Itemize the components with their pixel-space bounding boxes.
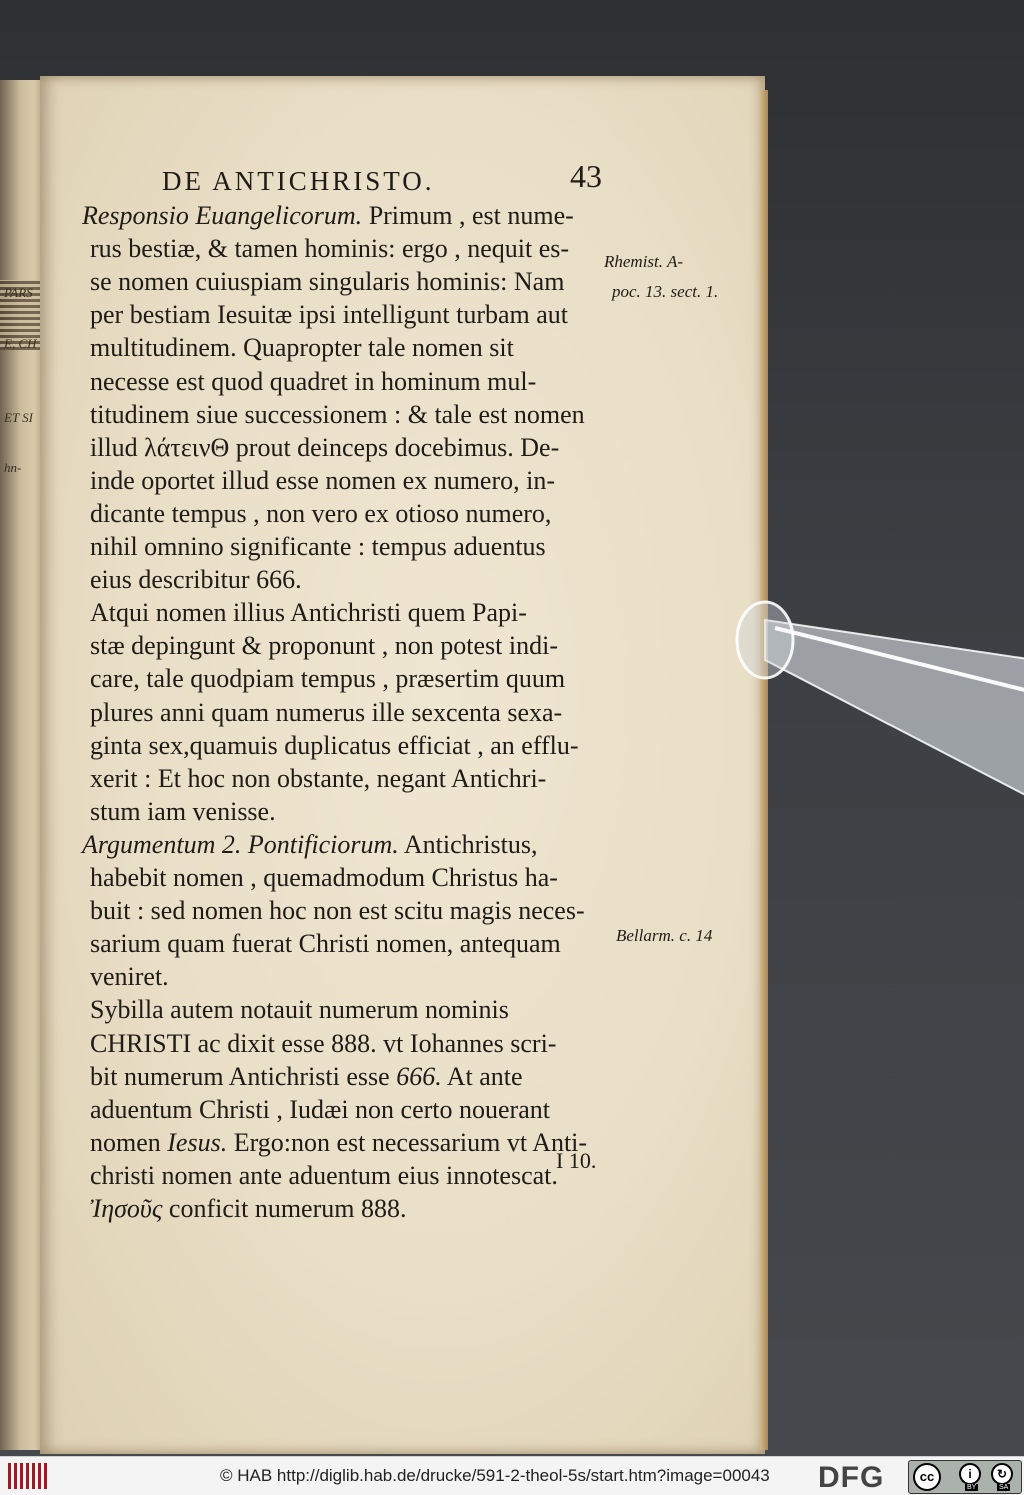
text-run: per bestiam Iesuitæ ipsi intelligunt turbam aut: [90, 300, 569, 330]
text-run: Primum , est nume-: [362, 201, 574, 230]
cc-by-sa-badge[interactable]: [908, 1460, 1022, 1494]
text-line: [90, 266, 564, 298]
text-line: [90, 432, 559, 464]
text-line: [90, 895, 585, 927]
text-line: [82, 200, 574, 232]
text-line: [90, 697, 562, 729]
sa-label: SA: [999, 1484, 1009, 1491]
text-line: [90, 366, 536, 398]
text-run: bit numerum Antichristi esse: [90, 1061, 397, 1091]
text-line: [90, 233, 569, 265]
text-line: [90, 663, 565, 695]
text-line: [90, 1193, 406, 1225]
facing-page-fragment: hn-: [4, 460, 22, 475]
text-line: [90, 498, 551, 530]
text-run: CHRISTI ac dixit esse 888. vt Iohannes scri-: [90, 1028, 557, 1058]
text-run: Ἰησοῦς: [90, 1194, 163, 1223]
text-run: titudinem siue successionem : & tale est nomen: [90, 399, 585, 429]
text-run: nihil omnino significante : tempus aduentus: [90, 532, 546, 561]
text-run: multitudinem. Quapropter tale nomen sit: [90, 333, 514, 363]
footer-copyright-link[interactable]: © HAB http://diglib.hab.de/drucke/591-2-theol-5s/start.htm?image=00043: [220, 1466, 770, 1485]
dfg-logo: DFG: [818, 1461, 885, 1494]
text-run: Ergo:non est necessarium vt Anti-: [227, 1127, 588, 1157]
text-line: [90, 564, 302, 596]
text-line: [90, 332, 514, 364]
text-run: buit : sed nomen hoc non est scitu magis neces-: [90, 896, 585, 926]
text-run: necesse est quod quadret in hominum mul-: [90, 366, 537, 396]
text-run: Antichristus,: [398, 829, 538, 859]
text-line: [82, 829, 537, 861]
text-run: Atqui nomen illius Antichristi quem Papi-: [90, 598, 527, 628]
facing-page-fragment: E, CH: [4, 336, 37, 351]
text-run: At ante: [441, 1061, 523, 1091]
signature-mark: I 10.: [556, 1148, 597, 1173]
text-run: se nomen cuiuspiam singularis hominis: Nam: [90, 267, 565, 297]
text-run: Argumentum 2. Pontificiorum.: [82, 829, 399, 859]
text-run: sarium quam fuerat Christi nomen, antequam: [90, 929, 561, 959]
share-alike-icon: ↻: [991, 1463, 1013, 1485]
text-line: [90, 763, 546, 795]
glass-page-weight: [735, 600, 1024, 840]
facing-page-fragment: ET SI: [4, 410, 34, 425]
text-run: dicante tempus , non vero ex otioso numero,: [90, 498, 552, 528]
page-header: [162, 158, 602, 200]
facing-page-fragment: PARS: [4, 285, 33, 300]
text-line: [90, 597, 527, 629]
text-run: habebit nomen , quemadmodum Christus ha-: [90, 863, 558, 892]
text-line: [90, 994, 509, 1026]
text-run: stum iam venisse.: [90, 796, 276, 826]
text-run: illud λάτεινΘ prout deinceps docebimus. De-: [90, 432, 560, 462]
text-run: Iesus.: [167, 1127, 228, 1157]
text-run: conficit numerum 888.: [162, 1194, 407, 1223]
text-run: eius describitur 666.: [90, 565, 302, 595]
by-label: BY: [967, 1484, 977, 1491]
text-line: [90, 399, 585, 431]
page-number: 43: [570, 158, 602, 194]
text-run: inde oportet illud esse nomen ex numero, in-: [90, 465, 556, 495]
text-run: Responsio Euangelicorum.: [82, 201, 363, 230]
text-line: [90, 862, 558, 894]
text-line: [90, 730, 579, 762]
text-line: [90, 465, 555, 497]
text-line: [90, 630, 558, 662]
person-icon: i: [959, 1463, 981, 1485]
text-run: Sybilla autem notauit numerum nominis: [90, 995, 509, 1025]
running-title: DE ANTICHRISTO.: [162, 166, 435, 196]
text-line: [90, 1094, 550, 1126]
text-run: ginta sex,quamuis duplicatus efficiat , an efflu-: [90, 730, 579, 760]
text-run: aduentum Christi , Iudæi non certo nouerant: [90, 1094, 550, 1124]
text-run: christi nomen ante aduentum eius innotescat.: [90, 1160, 558, 1190]
text-run: nomen: [90, 1127, 168, 1157]
text-run: veniret.: [90, 962, 169, 992]
text-run: rus bestiæ, & tamen hominis: ergo , nequit es-: [90, 234, 570, 264]
text-line: [90, 531, 546, 563]
text-line: [90, 961, 169, 993]
text-run: plures anni quam numerus ille sexcenta sexa-: [90, 697, 563, 727]
text-run: 666.: [396, 1061, 442, 1091]
text-line: [90, 1061, 523, 1093]
text-line: [90, 796, 276, 828]
footer-bar: [0, 1456, 1024, 1495]
text-line: [90, 1160, 558, 1192]
margin-note: Bellarm. c. 14: [616, 926, 713, 945]
text-run: xerit : Et hoc non obstante, negant Antichri-: [90, 763, 547, 793]
text-run: stæ depingunt & proponunt , non potest indi-: [90, 631, 558, 661]
cc-icon: cc: [913, 1463, 941, 1491]
margin-note: Rhemist. A-: [604, 252, 684, 271]
text-line: [90, 928, 561, 960]
margin-note: poc. 13. sect. 1.: [612, 282, 719, 301]
text-line: [90, 1028, 556, 1060]
text-run: care, tale quodpiam tempus , præsertim quum: [90, 664, 566, 694]
hab-barcode-icon: [8, 1463, 48, 1489]
text-line: [90, 299, 568, 331]
text-line: [90, 1127, 587, 1159]
